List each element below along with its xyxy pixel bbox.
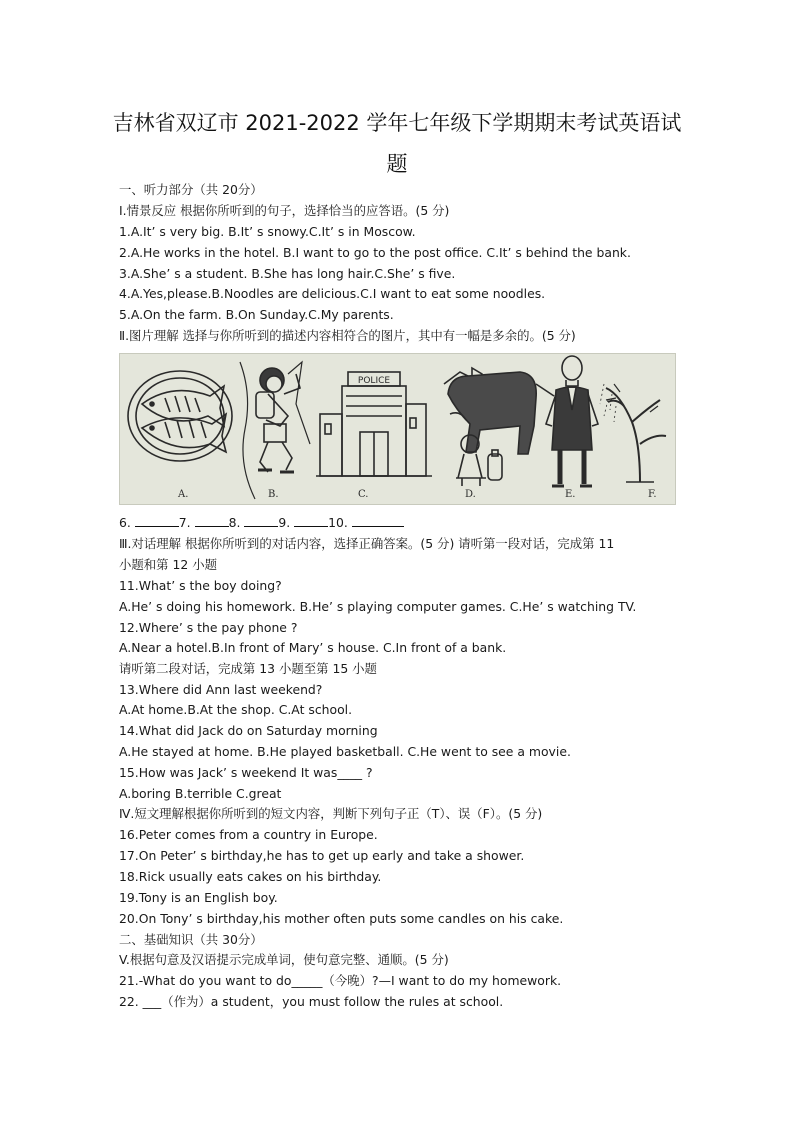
part1-heading: Ⅰ.情景反应 根据你所听到的句子，选择恰当的应答语。(5 分) bbox=[119, 203, 450, 218]
question-22: 22. ___（作为）a student，you must follow the rules at school. bbox=[119, 994, 504, 1009]
part2-heading: Ⅱ.图片理解 选择与你所听到的描述内容相符合的图片，其中有一幅是多余的。(5 分) bbox=[119, 328, 576, 343]
question-3: 3.A.She’ s a student. B.She has long hair.C.She’ s five. bbox=[119, 266, 456, 281]
question-1: 1.A.It’ s very big. B.It’ s snowy.C.It’ s in Moscow. bbox=[119, 224, 416, 239]
question-14: 14.What did Jack do on Saturday morning bbox=[119, 723, 378, 738]
part3-heading: Ⅲ.对话理解 根据你所听到的对话内容，选择正确答案。(5 分) 请听第一段对话，完成第 11 bbox=[119, 536, 615, 551]
section2-heading: 二、基础知识（共 30分） bbox=[119, 932, 263, 947]
part3-second-dialog: 请听第二段对话，完成第 13 小题至第 15 小题 bbox=[119, 661, 377, 676]
question-11-options: A.He’ s doing his homework. B.He’ s playing computer games. C.He’ s watching TV. bbox=[119, 599, 637, 614]
answer-blank-9[interactable] bbox=[294, 514, 328, 527]
question-15-options: A.boring B.terrible C.great bbox=[119, 786, 282, 801]
blank-label-6: 6. bbox=[119, 515, 131, 530]
question-2: 2.A.He works in the hotel. B.I want to go to the post office. C.It’ s behind the bank. bbox=[119, 245, 631, 260]
answer-blanks-row bbox=[119, 514, 404, 531]
exam-title-line1: 吉林省双辽市 2021-2022 学年七年级下学期期末考试英语试 bbox=[112, 111, 682, 135]
question-5: 5.A.On the farm. B.On Sunday.C.My parents. bbox=[119, 307, 394, 322]
picture-label-a: A. bbox=[178, 489, 189, 500]
answer-blank-7[interactable] bbox=[195, 514, 229, 527]
section1-heading: 一、听力部分（共 20分） bbox=[119, 182, 263, 197]
question-4: 4.A.Yes,please.B.Noodles are delicious.C.I want to eat some noodles. bbox=[119, 286, 546, 301]
boy-climbing-picture bbox=[240, 362, 310, 499]
part5-heading: V.根据句意及汉语提示完成单词，使句意完整、通顺。(5 分) bbox=[119, 952, 449, 967]
man-in-suit-picture bbox=[546, 356, 598, 486]
question-16: 16.Peter comes from a country in Europe. bbox=[119, 827, 378, 842]
part3-heading-cont: 小题和第 12 小题 bbox=[119, 557, 217, 572]
part4-heading: Ⅳ.短文理解根据你所听到的短文内容，判断下列句子正（T）、误（F）。(5 分) bbox=[119, 806, 543, 821]
bare-tree-picture bbox=[600, 384, 666, 482]
exam-title-line2: 题 bbox=[386, 152, 408, 176]
picture-label-d: D. bbox=[465, 489, 476, 500]
police-station-picture bbox=[316, 372, 432, 476]
question-13-options: A.At home.B.At the shop. C.At school. bbox=[119, 702, 353, 717]
answer-blank-10[interactable] bbox=[352, 514, 404, 527]
picture-label-c: C. bbox=[358, 489, 369, 500]
milking-cow-picture bbox=[444, 368, 554, 486]
question-19: 19.Tony is an English boy. bbox=[119, 890, 278, 905]
police-sign-text: POLICE bbox=[357, 376, 391, 386]
question-13: 13.Where did Ann last weekend? bbox=[119, 682, 323, 697]
blank-label-9: 9. bbox=[278, 515, 291, 530]
question-18: 18.Rick usually eats cakes on his birthday. bbox=[119, 869, 382, 884]
question-12-options: A.Near a hotel.B.In front of Mary’ s house. C.In front of a bank. bbox=[119, 640, 507, 655]
question-21: 21.-What do you want to do_____（今晚）?—I want to do my homework. bbox=[119, 973, 562, 988]
question-15: 15.How was Jack’ s weekend It was____ ? bbox=[119, 765, 373, 780]
answer-blank-8[interactable] bbox=[244, 514, 278, 527]
question-11: 11.What’ s the boy doing? bbox=[119, 578, 282, 593]
fish-plate-picture bbox=[128, 371, 232, 461]
blank-label-8: 8. bbox=[228, 515, 241, 530]
picture-label-b: B. bbox=[268, 489, 279, 500]
picture-label-f: F. bbox=[648, 489, 657, 500]
picture-label-e: E. bbox=[565, 489, 576, 500]
blank-label-10: 10. bbox=[328, 515, 348, 530]
question-12: 12.Where’ s the pay phone ? bbox=[119, 620, 298, 635]
question-20: 20.On Tony’ s birthday,his mother often puts some candles on his cake. bbox=[119, 911, 564, 926]
blank-label-7: 7. bbox=[178, 515, 191, 530]
answer-blank-6[interactable] bbox=[135, 514, 179, 527]
question-14-options: A.He stayed at home. B.He played basketball. C.He went to see a movie. bbox=[119, 744, 571, 759]
picture-strip bbox=[119, 353, 676, 505]
question-17: 17.On Peter’ s birthday,he has to get up early and take a shower. bbox=[119, 848, 525, 863]
